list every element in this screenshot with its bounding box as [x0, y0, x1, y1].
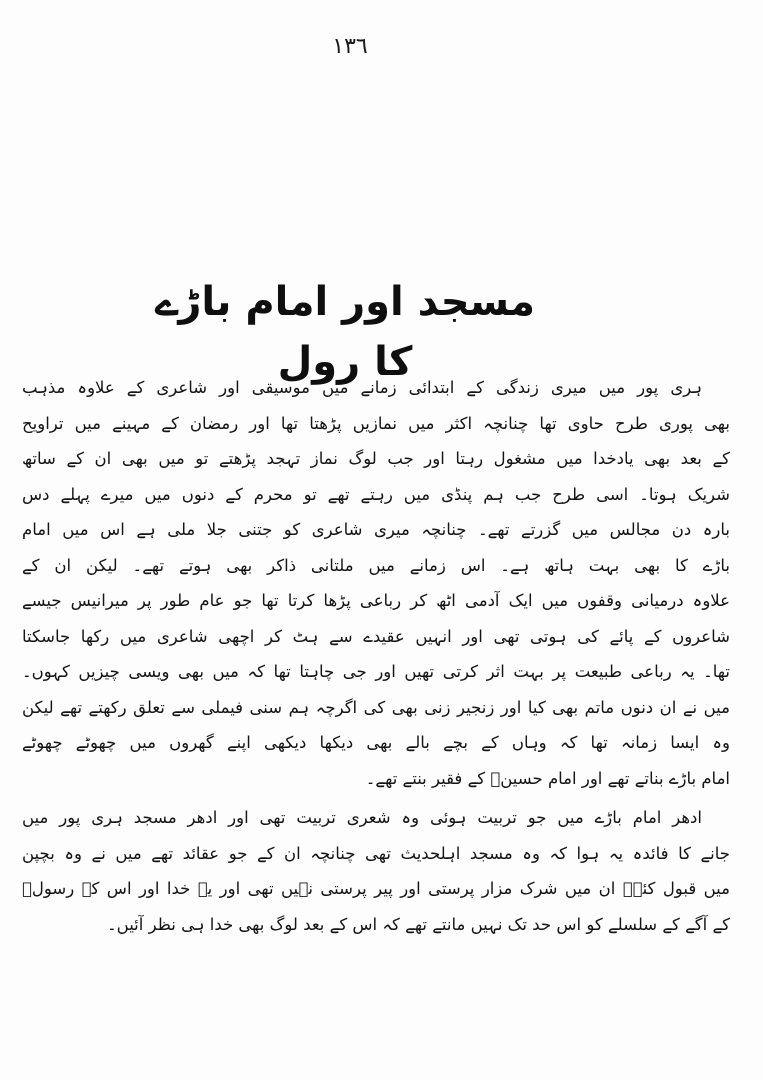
body-text [22, 370, 730, 942]
text-line: بارہ دن مجالس میں گزرتے تھے۔ چنانچہ میری شاعری کو جتنی جلا ملی ہے اس میں امام [22, 520, 730, 539]
text-line: میں نے ان دنوں ماتم بھی کیا اور زنجیر زنی بھی کی اگرچہ ہم سنی فیملی سے تعلق رکھتے تھے لیکن [22, 697, 730, 717]
text-line: تھا۔ یہ رباعی طبیعت پر بہت اثر کرتی تھیں اور جی چاہتا تھا کہ میں بھی ویسی چیزیں کہوں۔ [22, 662, 730, 681]
text-line: بھی پوری طرح حاوی تھا چنانچہ اکثر میں نمازیں پڑھتا تھا اور رمضان کے مہینے میں تراویح [22, 413, 730, 433]
text-line: کے آگے کے سلسلے کو اس حد تک نہیں مانتے تھے کہ اس کے بعد لوگ بھی خدا ہی نظر آئیں۔ [106, 914, 730, 934]
text-line: جانے کا فائدہ یہ ہوا کہ وہ مسجد اہلحدیث تھی چنانچہ ان کے جو عقائد تھے میں نے وہ بچپن [22, 843, 730, 863]
text-line: ہری پور میں میری زندگی کے ابتدائی زمانے میں موسیقی اور شاعری کے علاوہ مذہب [22, 378, 702, 397]
text-line: باڑے کا بھی بہت ہاتھ ہے۔ اس زمانے میں ملتانی ذاکر بھی ہوتے تھے۔ لیکن ان کے [22, 555, 730, 575]
text-line: وہ ایسا زمانہ تھا کہ وہاں کے بچے بالے بھی دیکھا دیکھی اپنے گھروں میں چھوٹے چھوٹے [22, 733, 730, 752]
text-line: کے بعد بھی یادخدا میں مشغول رہتا اور جب لوگ نماز تہجد پڑھتے تو میں بھی ان کے ساتھ [22, 449, 730, 468]
text-line: میں قبول کئے۔ ان میں شرک مزار پرستی اور پیر پرستی نہیں تھی اور یہ خدا اور اس کے رسولؐ [22, 879, 730, 898]
paragraph-1 [22, 370, 730, 796]
text-line: شریک ہوتا۔ اسی طرح جب ہم پنڈی میں رہتے تھے تو محرم کے دنوں میں میرے پہلے دس [22, 484, 730, 504]
text-line: ادھر امام باڑے میں جو تربیت ہوئی وہ شعری تربیت تھی اور ادھر مسجد ہری پور میں [22, 808, 702, 827]
text-line: شاعروں کے پائے کی ہوتی تھی اور انہیں عقیدے سے ہٹ کر اچھی شاعری میں رکھا جاسکتا [22, 626, 730, 646]
text-line: علاوہ درمیانی وقفوں میں ایک آدمی اٹھ کر رباعی پڑھا کرتا تھا جو عام طور پر میرانیس جیسے [22, 591, 730, 610]
page-number: ١٣٦ [332, 34, 368, 59]
paragraph-2 [22, 800, 730, 942]
text-line: امام باڑے بناتے تھے اور امام حسینؓ کے فقیر بنتے تھے۔ [365, 768, 730, 788]
chapter-title: مسجد اور امام باڑے کا رول [154, 279, 536, 385]
